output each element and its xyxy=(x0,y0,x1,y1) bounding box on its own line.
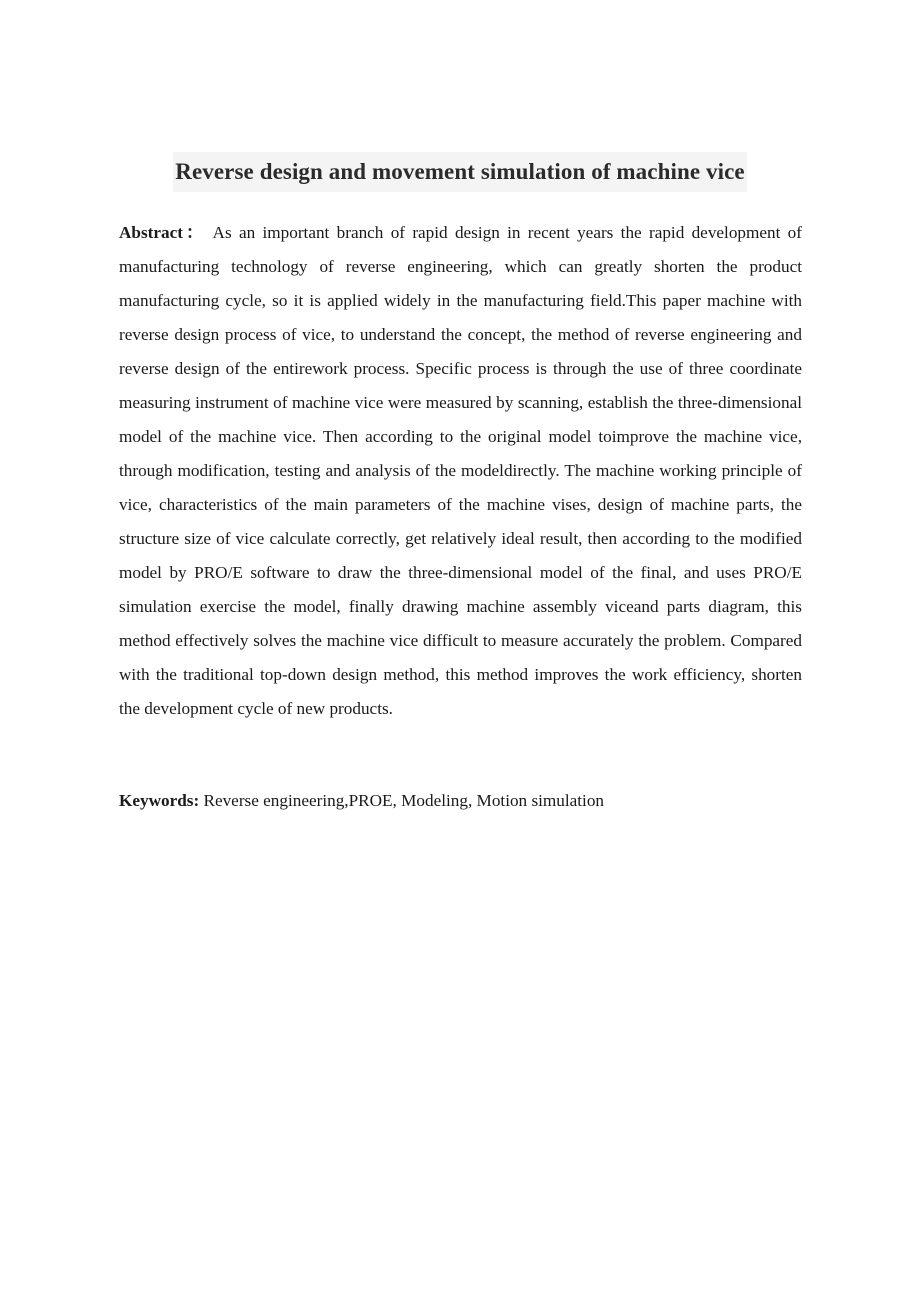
abstract-label: Abstract： xyxy=(119,223,207,242)
abstract-paragraph xyxy=(119,216,802,726)
abstract-text: As an important branch of rapid design in recent years the rapid development of manufacturing technology of reverse engineering, which can greatly shorten the product manufacturing cycle, so it is applied widely in the manufacturing field.This paper machine with reverse design process of vice, to understand the concept, the method of reverse engineering and reverse design of the entirework process. Specific process is through the use of three coordinate measuring instrument of machine vice were measured by scanning, establish the three-dimensional model of the machine vice. Then according to the original model toimprove the machine vice, through modification, testing and analysis of the modeldirectly. The machine working principle of vice, characteristics of the main parameters of the machine vises, design of machine parts, the structure size of vice calculate correctly, get relatively ideal result, then according to the modified model by PRO/E software to draw the three-dimensional model of the final, and uses PRO/E simulation exercise the model, finally drawing machine assembly viceand parts diagram, this method effectively solves the machine vice difficult to measure accurately the problem. Compared with the traditional top-down design method, this method improves the work efficiency, shorten the development cycle of new products. xyxy=(119,223,802,718)
paper-title: Reverse design and movement simulation of machine vice xyxy=(173,152,746,192)
keywords-text: Reverse engineering,PROE, Modeling, Motion simulation xyxy=(203,791,605,810)
title-container xyxy=(0,152,920,192)
keywords-paragraph xyxy=(119,784,802,818)
keywords-label: Keywords: xyxy=(119,791,200,810)
